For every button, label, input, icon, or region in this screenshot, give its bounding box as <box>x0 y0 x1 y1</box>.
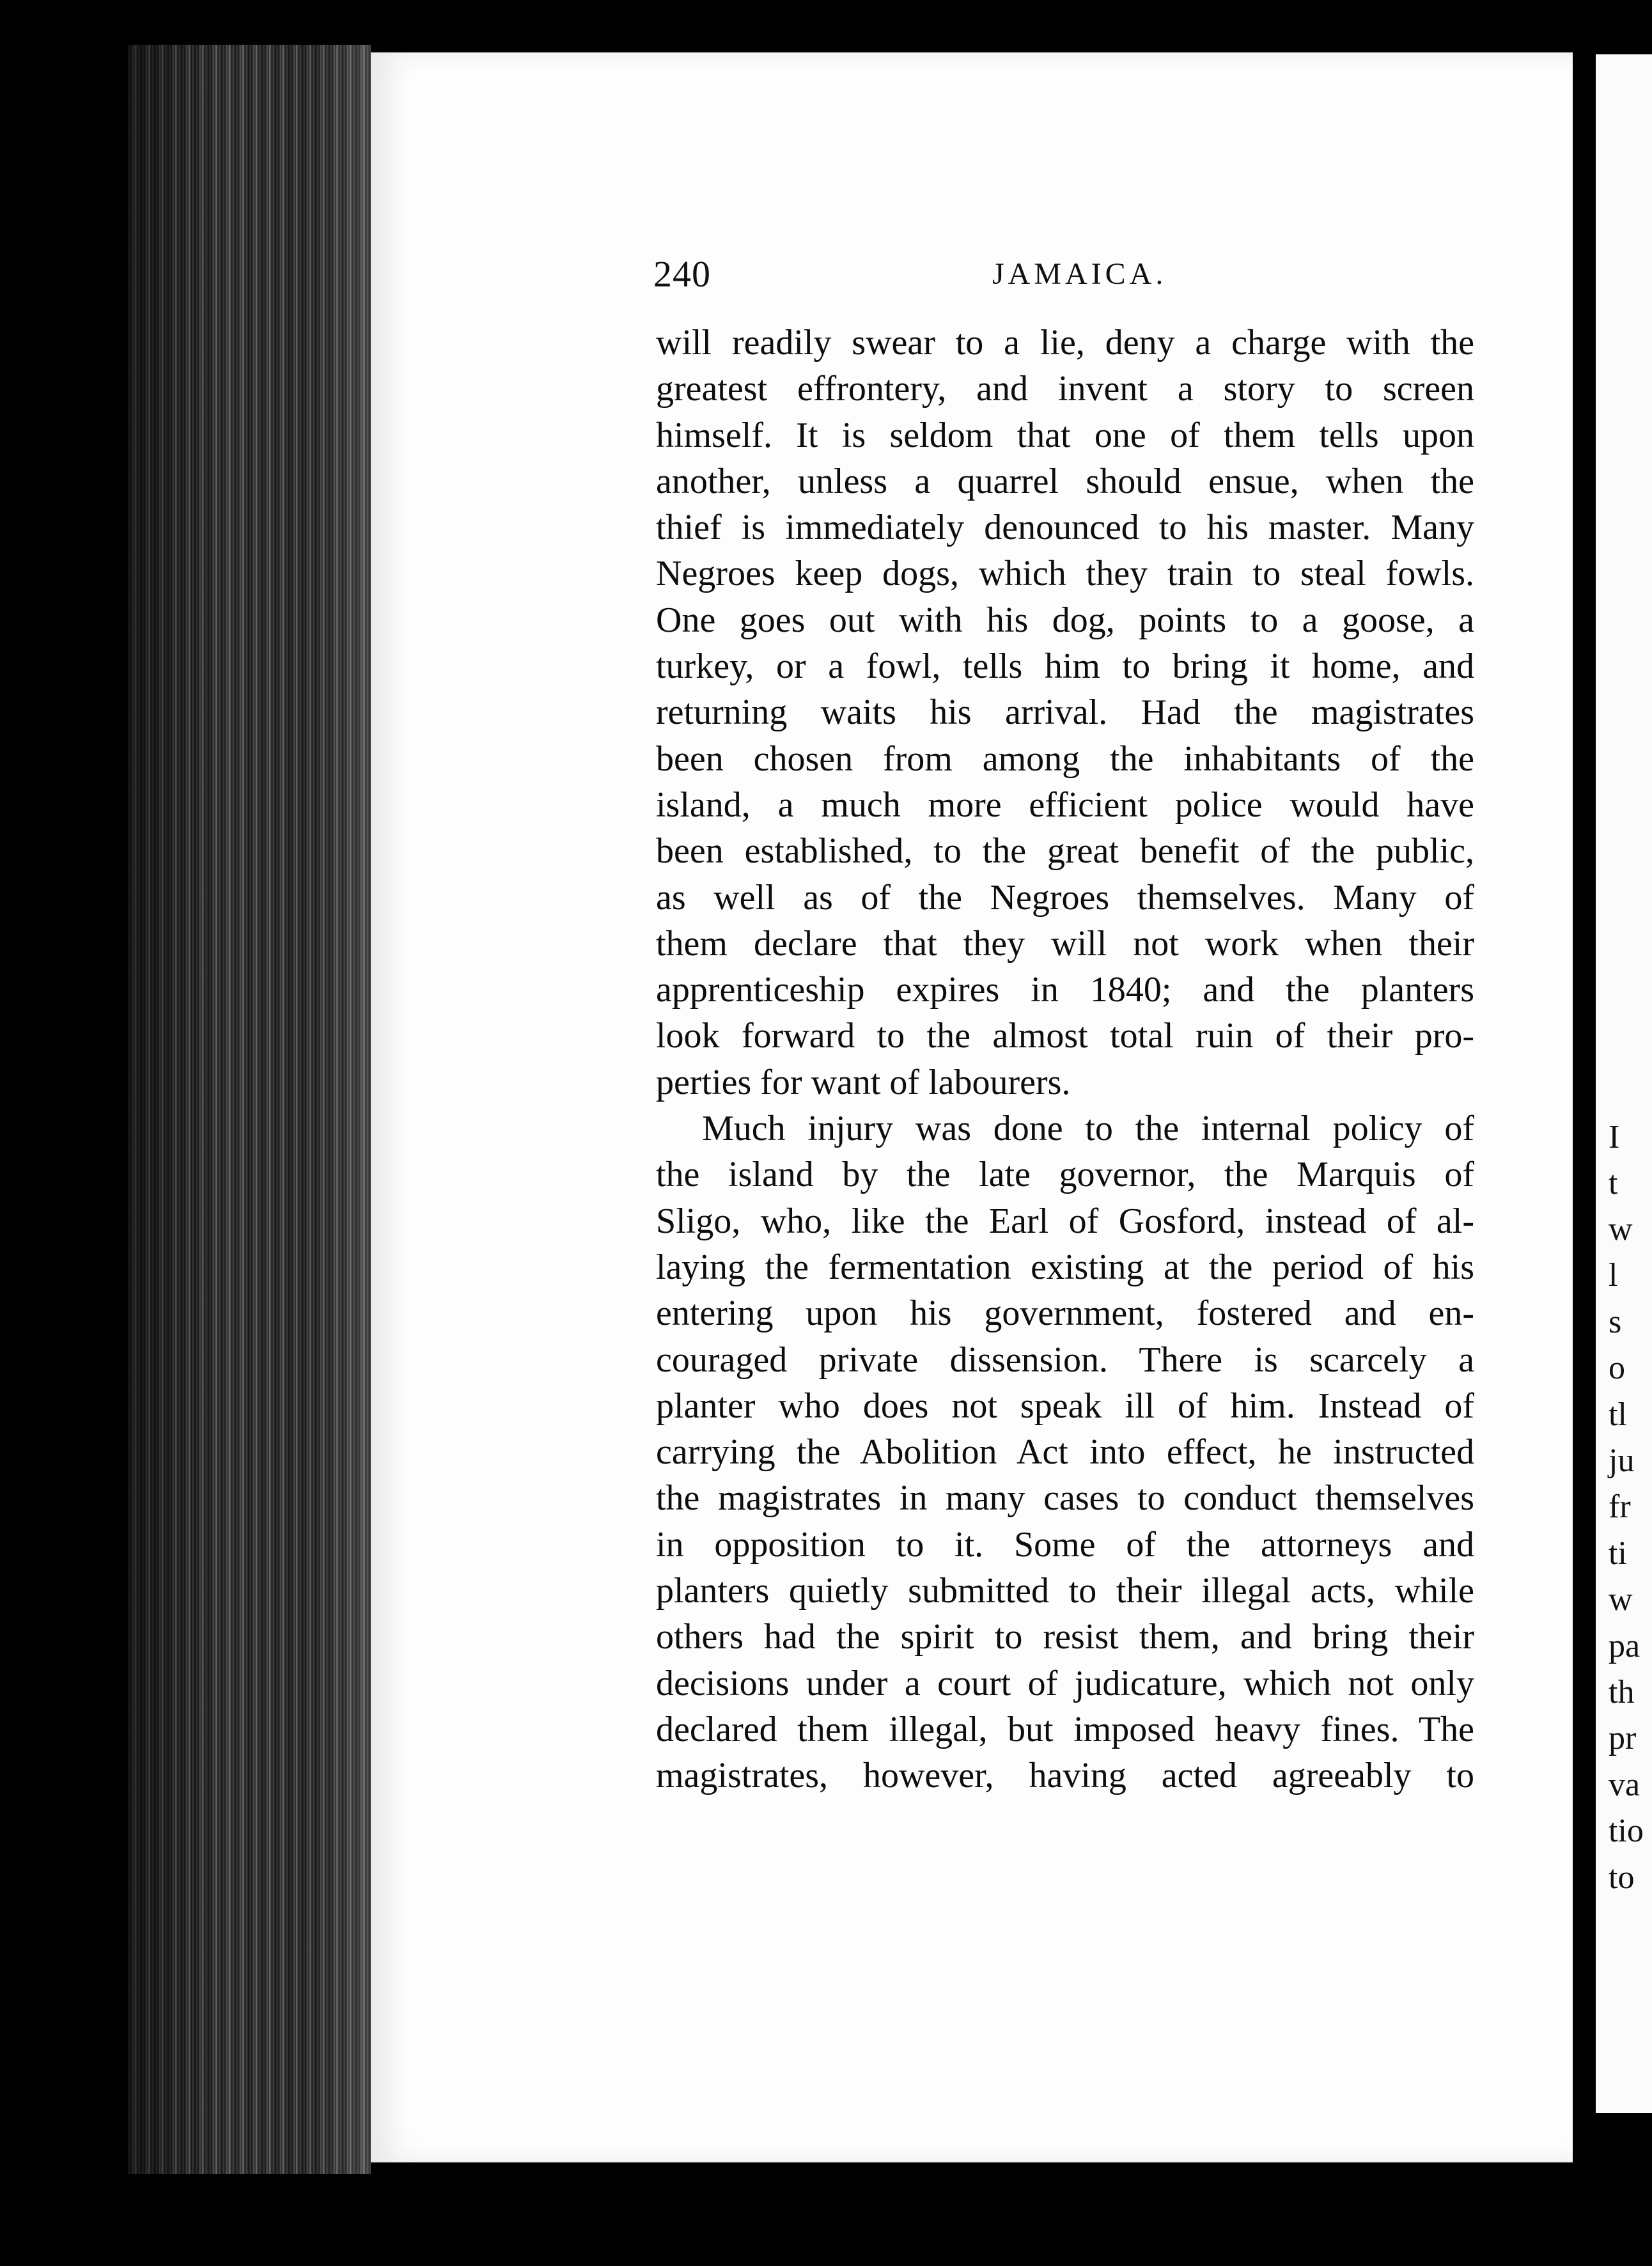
facing-page-fragment: pa <box>1609 1628 1640 1664</box>
text-line: carrying the Abolition Act into effect, he instructed <box>656 1432 1474 1473</box>
facing-page-fragment: t <box>1609 1165 1618 1201</box>
text-line: turkey, or a fowl, tells him to bring it home, and <box>656 646 1474 687</box>
facing-page-fragment: I <box>1609 1119 1620 1155</box>
text-line: the magistrates in many cases to conduct themselves <box>656 1478 1474 1519</box>
page-edges-shadow <box>128 45 371 2174</box>
text-line: planter who does not speak ill of him. Instead of <box>656 1386 1474 1426</box>
text-line: magistrates, however, having acted agreeably to <box>656 1756 1474 1796</box>
facing-page-fragment: to <box>1609 1859 1635 1896</box>
facing-page-fragment: ju <box>1609 1442 1635 1479</box>
facing-page-fragment: w <box>1609 1581 1633 1618</box>
text-line: will readily swear to a lie, deny a charge with the <box>656 323 1474 363</box>
text-line: laying the fermentation existing at the period of his <box>656 1247 1474 1287</box>
text-line: Sligo, who, like the Earl of Gosford, instead of al- <box>656 1201 1474 1241</box>
text-line: in opposition to it. Some of the attorneys and <box>656 1524 1474 1565</box>
running-title: JAMAICA. <box>992 257 1167 291</box>
text-line: apprenticeship expires in 1840; and the planters <box>656 970 1474 1010</box>
facing-page-fragment: s <box>1609 1304 1622 1340</box>
running-head <box>653 253 1484 304</box>
text-line: entering upon his government, fostered and en- <box>656 1293 1474 1334</box>
facing-page-sliver <box>1596 54 1652 2113</box>
text-line: couraged private dissension. There is scarcely a <box>656 1340 1474 1380</box>
text-line: One goes out with his dog, points to a goose, a <box>656 600 1474 640</box>
facing-page-fragment: pr <box>1609 1720 1637 1756</box>
text-line: himself. It is seldom that one of them tells upon <box>656 415 1474 455</box>
text-line: returning waits his arrival. Had the magistrates <box>656 692 1474 733</box>
text-line: planters quietly submitted to their illegal acts, while <box>656 1571 1474 1611</box>
text-line: the island by the late governor, the Marquis of <box>656 1155 1474 1195</box>
text-line: them declare that they will not work when their <box>656 923 1474 964</box>
text-line: declared them illegal, but imposed heavy fines. The <box>656 1709 1474 1749</box>
facing-page-fragment: w <box>1609 1211 1633 1247</box>
facing-page-fragment: fr <box>1609 1489 1631 1525</box>
paragraph-first-line: Much injury was done to the internal policy of <box>702 1109 1474 1149</box>
page-number: 240 <box>653 253 711 295</box>
body-text <box>656 320 1474 1799</box>
facing-page-fragment: tl <box>1609 1396 1627 1433</box>
text-line: others had the spirit to resist them, and bring their <box>656 1617 1474 1657</box>
text-line: island, a much more efficient police would have <box>656 785 1474 825</box>
text-line: another, unless a quarrel should ensue, when the <box>656 461 1474 501</box>
text-line: decisions under a court of judicature, which not only <box>656 1663 1474 1703</box>
facing-page-fragment: tio <box>1609 1813 1644 1849</box>
text-line: Negroes keep dogs, which they train to steal fowls. <box>656 554 1474 594</box>
text-line: greatest effrontery, and invent a story to screen <box>656 369 1474 409</box>
text-line: been chosen from among the inhabitants of the <box>656 738 1474 779</box>
text-line: as well as of the Negroes themselves. Many of <box>656 877 1474 918</box>
facing-page-fragment: ti <box>1609 1535 1627 1572</box>
text-line: look forward to the almost total ruin of their pro- <box>656 1016 1474 1056</box>
facing-page-fragment: th <box>1609 1674 1635 1710</box>
facing-page-fragment: o <box>1609 1350 1625 1386</box>
text-line: been established, to the great benefit of the public, <box>656 831 1474 871</box>
facing-page-fragment: va <box>1609 1767 1640 1803</box>
text-line: thief is immediately denounced to his master. Many <box>656 508 1474 548</box>
facing-page-fragment: l <box>1609 1257 1618 1293</box>
text-line: perties for want of labourers. <box>656 1062 1071 1102</box>
